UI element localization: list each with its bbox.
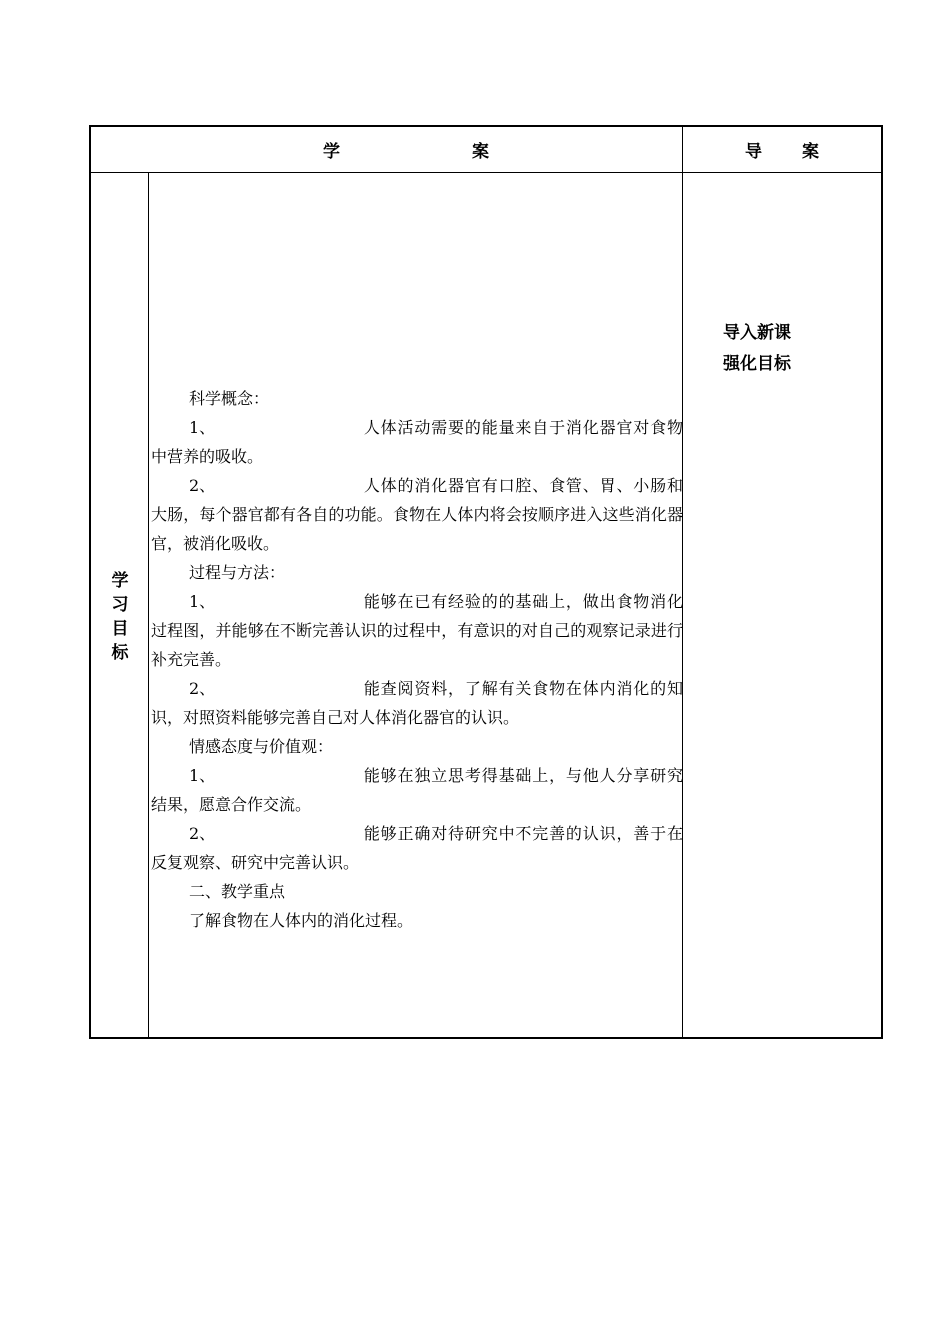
item-number: 2、 bbox=[189, 679, 216, 698]
row-label-char: 学 bbox=[111, 571, 129, 591]
guide-item: 强化目标 bbox=[723, 354, 791, 374]
item-text: 能够在独立思考得基础上，与他人分享 bbox=[363, 766, 651, 785]
guide-item: 导入新课 bbox=[723, 323, 791, 343]
paragraph bbox=[151, 471, 683, 558]
learning-goals-text bbox=[151, 384, 683, 935]
header-guide-plan-char-1: 导 bbox=[745, 142, 762, 162]
item-number: 1、 bbox=[189, 766, 216, 785]
item-text: 于在反复观察、研究中完善认识。 bbox=[151, 824, 683, 872]
item-text: 研究结果，愿意合作交流。 bbox=[151, 766, 683, 814]
item-number: 1、 bbox=[189, 418, 216, 437]
table-header-row bbox=[91, 127, 881, 173]
section-title: 科学概念： bbox=[189, 389, 270, 408]
item-text: 和大肠，每个器官都有各自的功能。食物在人体内将会按顺序进入这些消化器官，被消化吸收。 bbox=[151, 476, 683, 553]
header-guide-plan-char-2: 案 bbox=[802, 142, 819, 162]
study-plan-content-cell bbox=[149, 173, 683, 1037]
guide-plan-content-cell bbox=[683, 173, 881, 1037]
header-study-plan bbox=[91, 127, 683, 172]
row-label-learning-goals bbox=[91, 569, 149, 665]
item-number: 2、 bbox=[189, 824, 216, 843]
item-text: 人体的消化器官有口腔、食管、胃、小肠 bbox=[363, 476, 667, 495]
item-text: 能够正确对待研究中不完善的认识，善 bbox=[363, 824, 651, 843]
header-study-plan-char-1: 学 bbox=[323, 142, 340, 162]
paragraph bbox=[151, 587, 683, 674]
paragraph bbox=[151, 413, 683, 471]
section-title: 情感态度与价值观： bbox=[189, 737, 334, 756]
item-number: 2、 bbox=[189, 476, 216, 495]
item-number: 1、 bbox=[189, 592, 216, 611]
item-text: 能够在已有经验的的基础上，做出食物 bbox=[363, 592, 651, 611]
row-label-char: 标 bbox=[111, 643, 129, 663]
section-title: 二、教学重点 bbox=[189, 882, 286, 901]
paragraph bbox=[151, 819, 683, 877]
item-text: 人体活动需要的能量来自于消化器官对 bbox=[363, 418, 651, 437]
lesson-plan-table bbox=[89, 125, 883, 1039]
row-label-char: 习 bbox=[111, 595, 129, 615]
paragraph bbox=[151, 674, 683, 732]
row-label-char: 目 bbox=[111, 619, 129, 639]
row-label-cell bbox=[91, 173, 149, 1037]
paragraph bbox=[151, 761, 683, 819]
header-study-plan-char-2: 案 bbox=[472, 142, 489, 162]
section-title: 过程与方法： bbox=[189, 563, 286, 582]
item-text: 消化过程图，并能够在不断完善认识的过程中，有意识的对自己的观察记录进行补充完善。 bbox=[151, 592, 683, 669]
header-guide-plan bbox=[683, 127, 881, 172]
item-text: 食物中营养的吸收。 bbox=[151, 418, 683, 466]
item-text: 能查阅资料，了解有关食物在体内消化 bbox=[363, 679, 651, 698]
paragraph: 了解食物在人体内的消化过程。 bbox=[189, 911, 414, 930]
item-text: 的知识，对照资料能够完善自己对人体消化器官的认识。 bbox=[151, 679, 683, 727]
